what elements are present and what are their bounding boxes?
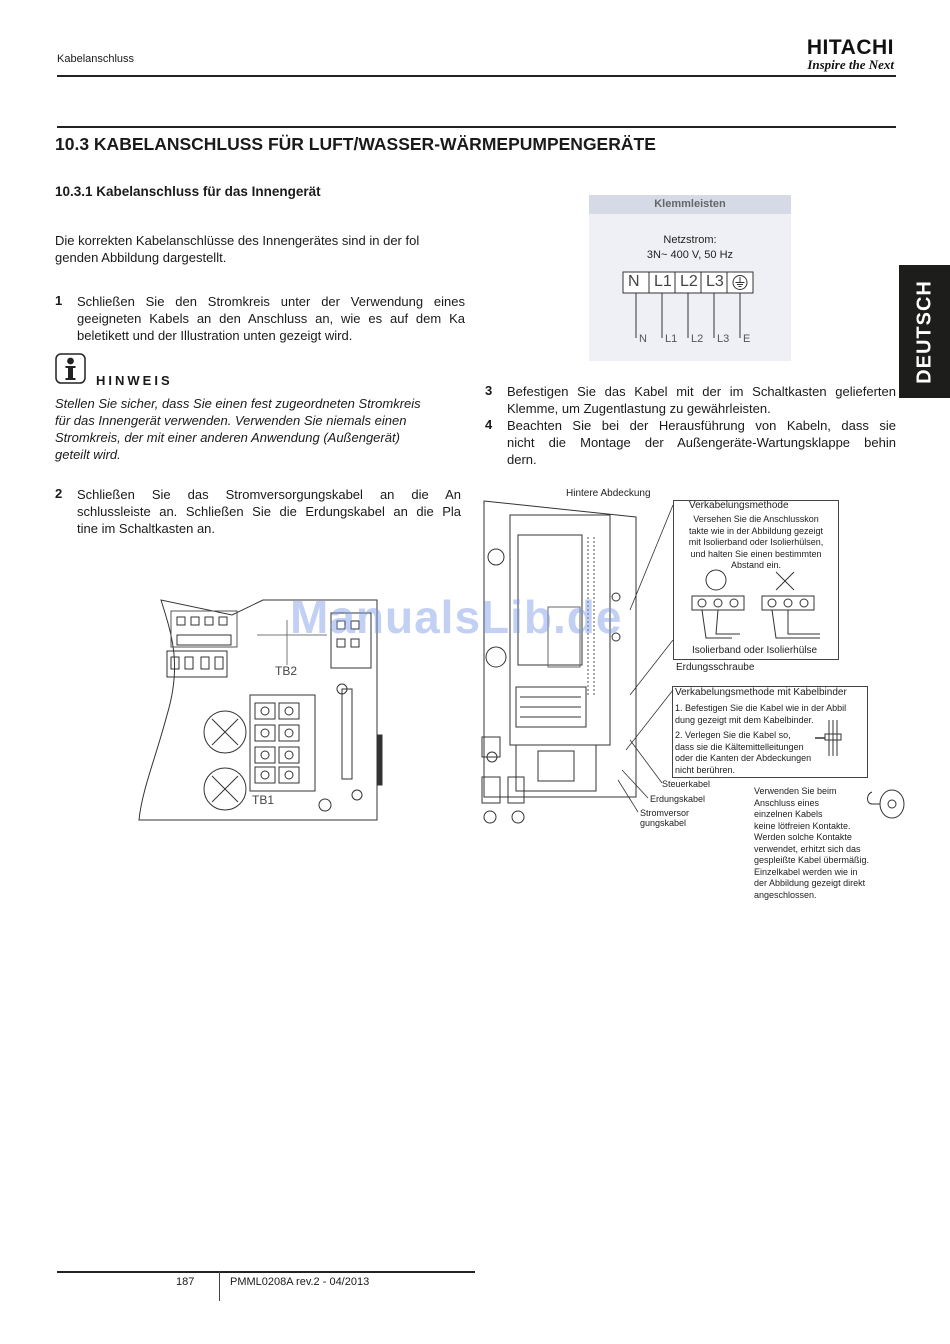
step-line: dern. bbox=[507, 452, 537, 467]
note-line: einzelnen Kabels bbox=[754, 809, 823, 819]
page-number: 187 bbox=[176, 1276, 195, 1288]
wiring-method-text bbox=[675, 514, 837, 572]
step-line: Schließen Sie den Stromkreis unter der Verwendung eines bbox=[77, 294, 465, 309]
language-tab-label: DEUTSCH bbox=[913, 279, 935, 384]
watermark: ManualsLib.de bbox=[290, 591, 623, 643]
wiring-method-illustration bbox=[680, 568, 830, 644]
callout-line: mit Isolierband oder Isolierhülsen, bbox=[688, 537, 824, 547]
wire-label: L1 bbox=[665, 333, 678, 345]
step-3-text bbox=[507, 383, 896, 417]
note-line: Stromkreis, der mit einer anderen Anwendung (Außengerät) bbox=[55, 430, 400, 445]
step-2-text bbox=[77, 486, 461, 537]
terminal-label: N bbox=[628, 273, 640, 290]
callout-line: nicht berühren. bbox=[675, 764, 736, 775]
callout-line: oder die Kanten der Abdeckungen bbox=[675, 753, 812, 763]
note-text bbox=[55, 395, 465, 463]
note-line: gespleißte Kabel übermäßig. bbox=[754, 855, 870, 865]
ground-screw-label: Erdungsschraube bbox=[676, 662, 755, 673]
note-line: keine lötfreien Kontakte. bbox=[754, 820, 851, 831]
note-line: Werden solche Kontakte bbox=[754, 832, 852, 842]
power-cable-label bbox=[640, 808, 689, 828]
step-number: 1 bbox=[55, 293, 63, 308]
step-number: 2 bbox=[55, 486, 63, 501]
title-rule bbox=[57, 126, 896, 128]
callout-line: dass sie die Kältemittelleitungen bbox=[675, 741, 804, 752]
cable-tie-title: Verkabelungsmethode mit Kabelbinder bbox=[675, 687, 847, 698]
step-number: 3 bbox=[485, 383, 493, 398]
cable-tie-illustration bbox=[815, 718, 855, 758]
document-reference: PMML0208A rev.2 - 04/2013 bbox=[230, 1276, 370, 1288]
power-spec: 3N~ 400 V, 50 Hz bbox=[646, 249, 734, 261]
step-line: Befestigen Sie das Kabel mit der im Schaltkasten gelieferten bbox=[507, 384, 896, 399]
power-cable-line: Stromversor bbox=[640, 808, 690, 818]
callout-line: und halten Sie einen bestimmten bbox=[690, 548, 822, 559]
step-line: Schließen Sie das Stromversorgungskabel an die An bbox=[77, 487, 461, 502]
note-line: Anschluss eines bbox=[754, 797, 820, 808]
subsection-title: 10.3.1 Kabelanschluss für das Innengerät bbox=[55, 184, 321, 199]
step-line: geeigneten Kabels an den Anschluss an, wie es auf dem Ka bbox=[77, 311, 465, 326]
tb1-label: TB1 bbox=[252, 793, 275, 807]
note-line: Verwenden Sie beim bbox=[754, 786, 837, 796]
step-line: schlussleiste an. Schließen Sie die Erdungskabel an die Pla bbox=[77, 504, 461, 519]
section-title: 10.3 KABELANSCHLUSS FÜR LUFT/WASSER-WÄRMEPUMPENGERÄTE bbox=[55, 134, 656, 154]
step-line: beletikett und der Illustration unten gezeigt wird. bbox=[77, 328, 353, 343]
callout-line: takte wie in der Abbildung gezeigt bbox=[688, 525, 824, 536]
intro-line: Die korrekten Kabelanschlüsse des Innengerätes sind in der fol bbox=[55, 233, 420, 248]
step-line: nicht die Montage der Außengeräte-Wartungsklappe behin bbox=[507, 435, 896, 450]
note-label: HINWEIS bbox=[96, 373, 173, 388]
step-line: Klemme, um Zugentlastung zu gewährleisten. bbox=[507, 401, 771, 416]
step-line: Beachten Sie bei der Herausführung von Kabeln, dass sie bbox=[507, 418, 896, 433]
ring-terminal-illustration bbox=[864, 784, 910, 824]
step-line: tine im Schaltkasten an. bbox=[77, 521, 216, 536]
note-line: angeschlossen. bbox=[754, 889, 817, 900]
insulation-label: Isolierband oder Isolierhülse bbox=[692, 645, 818, 656]
note-line: Stellen Sie sicher, dass Sie einen fest zugeordneten Stromkreis bbox=[55, 396, 421, 411]
leader-lines bbox=[600, 500, 680, 820]
terminal-label: L2 bbox=[680, 273, 698, 290]
terminal-block-header: Klemmleisten bbox=[589, 195, 791, 214]
note-line: der Abbildung gezeigt direkt bbox=[754, 878, 866, 888]
note-line: Einzelkabel werden wie in bbox=[754, 866, 858, 877]
callout-line: 1. Befestigen Sie die Kabel wie in der Abbil bbox=[675, 703, 847, 713]
wiring-method-title: Verkabelungsmethode bbox=[689, 500, 789, 511]
wire-label: E bbox=[743, 333, 751, 345]
header-rule bbox=[57, 75, 896, 77]
language-tab bbox=[899, 265, 950, 398]
step-1-text bbox=[77, 293, 465, 344]
wire-label: L2 bbox=[691, 333, 704, 345]
terminal-label: L3 bbox=[706, 273, 724, 290]
note-line: geteilt wird. bbox=[55, 447, 121, 462]
step-number: 4 bbox=[485, 417, 493, 432]
callout-line: Abstand ein. bbox=[730, 560, 782, 570]
intro-paragraph bbox=[55, 232, 465, 266]
note-line: für das Innengerät verwenden. Verwenden Sie niemals einen bbox=[55, 413, 407, 428]
brand-tagline: Inspire the Next bbox=[807, 57, 894, 72]
callout-line: dung gezeigt mit dem Kabelbinder. bbox=[675, 714, 814, 725]
brand-logo: HITACHI bbox=[806, 36, 894, 59]
note-line: verwendet, erhitzt sich das bbox=[754, 843, 861, 854]
rear-cover-label: Hintere Abdeckung bbox=[566, 488, 651, 499]
power-cable-line: gungskabel bbox=[640, 818, 687, 828]
running-header: Kabelanschluss bbox=[57, 53, 135, 65]
wire-label: N bbox=[639, 333, 647, 345]
callout-line: Versehen Sie die Anschlusskon bbox=[693, 514, 819, 524]
callout-line: 2. Verlegen Sie die Kabel so, bbox=[675, 730, 791, 740]
power-label: Netzstrom: bbox=[663, 234, 717, 246]
note-icon bbox=[55, 353, 86, 384]
footer-rule bbox=[57, 1271, 475, 1273]
footer-divider bbox=[219, 1271, 220, 1301]
step-4-text bbox=[507, 417, 896, 468]
wire-label: L3 bbox=[717, 333, 730, 345]
tb2-label: TB2 bbox=[275, 664, 298, 678]
terminal-label: L1 bbox=[654, 273, 672, 290]
intro-line: genden Abbildung dargestellt. bbox=[55, 250, 227, 265]
control-cable-label: Steuerkabel bbox=[662, 779, 711, 789]
ground-cable-label: Erdungskabel bbox=[650, 794, 706, 804]
